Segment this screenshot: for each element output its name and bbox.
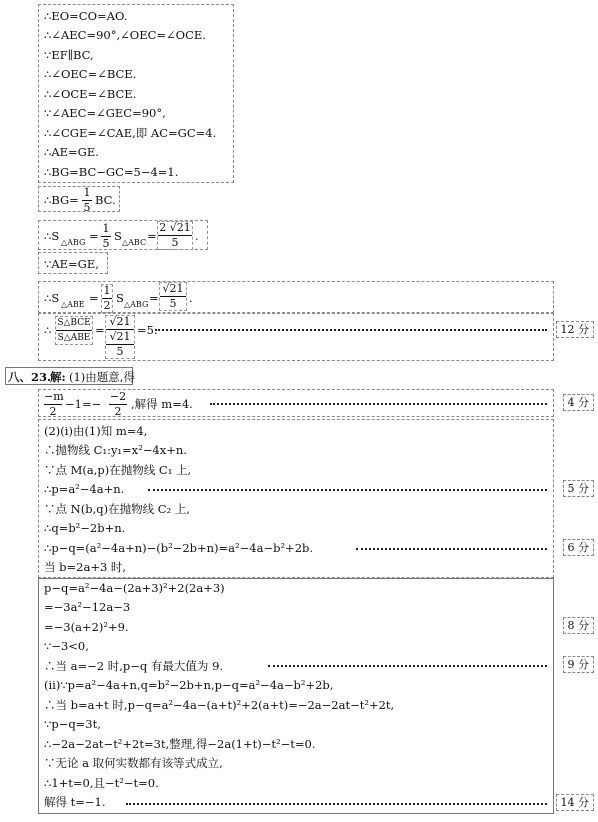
- equals-sign: =: [89, 291, 99, 305]
- minus-2-over-2: −2 2: [109, 390, 127, 418]
- period: .: [195, 229, 199, 243]
- solution-line: ∵p−q=3t,: [44, 717, 101, 731]
- solution-line: ∴p−q=(a²−4a+n)−(b²−2b+n)=a²−4a−b²+2b.: [44, 541, 314, 555]
- equals-sign: =: [95, 323, 105, 337]
- proof-line: ∴EO=CO=AO.: [44, 9, 128, 23]
- proof-line: ∵EF∥BC,: [44, 48, 94, 62]
- question-header: [5, 367, 133, 385]
- solution-line: =−3a²−12a−3: [44, 600, 131, 614]
- score-badge: 6 分: [563, 539, 595, 556]
- minus-m-over-2: −m 2: [44, 390, 64, 418]
- solution-line: =−3(a+2)²+9.: [44, 620, 129, 634]
- area-abg-box: [38, 220, 208, 250]
- score-badge: 9 分: [563, 656, 595, 673]
- area-symbol: S: [114, 229, 122, 243]
- solution-line: ∴−2a−2at−t²+2t=3t,整理,得−2a(1+t)−t²−t=0.: [44, 737, 316, 751]
- solution-line: ∵−3<0,: [44, 639, 89, 653]
- ae-ge-text: ∵AE=GE,: [44, 257, 99, 271]
- area-subscript: △ABG: [61, 238, 86, 247]
- proof-line: ∴∠OEC=∠BCE.: [44, 67, 137, 81]
- proof-line: ∴AE=GE.: [44, 145, 99, 159]
- solution-line: p−q=a²−4a−(2a+3)²+2(2a+3): [44, 581, 225, 595]
- one-half-fraction: 1 2: [101, 284, 113, 313]
- proof-line: ∴∠CGE=∠CAE,即 AC=GC=4.: [44, 126, 217, 140]
- equals-sign: =: [89, 229, 99, 243]
- period: .: [189, 291, 193, 305]
- question-intro: (1)由题意,得: [69, 370, 135, 384]
- bg-prefix: ∴BG=: [44, 193, 79, 207]
- solution-line: (2)(ⅰ)由(1)知 m=4,: [44, 424, 148, 438]
- solution-line: ∵无论 a 取何实数都有该等式成立,: [44, 756, 223, 770]
- dotted-leader: [356, 548, 547, 550]
- solution-line: (ⅱ)∵p=a²−4a+n,q=b²−2b+n,p−q=a²−4a−b²+2b,: [44, 678, 334, 692]
- solution-line: ∵点 M(a,p)在抛物线 C₁ 上,: [44, 463, 192, 477]
- equation-result: ,解得 m=4.: [131, 397, 193, 411]
- solution-line: ∴q=b²−2b+n.: [44, 521, 126, 535]
- bg-suffix: BC.: [95, 193, 116, 207]
- score-badge: 8 分: [563, 617, 595, 634]
- area-subscript: △ABC: [122, 238, 147, 247]
- solution-line: ∴当 b=a+t 时,p−q=a²−4a−(a+t)²+2(a+t)=−2a−2at−t²+2t,: [44, 698, 395, 712]
- area-subscript: △ABG: [124, 300, 149, 309]
- bg-fraction: 1 5: [83, 186, 91, 214]
- equals-sign: =: [147, 229, 157, 243]
- ratio-result: =5.: [137, 323, 158, 337]
- area-value-fraction: 2 √21 5: [157, 221, 193, 250]
- ae-ge-box: [38, 252, 108, 274]
- bg-ratio-box: [38, 186, 120, 212]
- area-symbol: S: [116, 291, 124, 305]
- solution-label: 解:: [50, 370, 66, 384]
- solution-block-3: [38, 578, 554, 814]
- question-number: 八、23.: [8, 370, 52, 384]
- area-ratio-fraction: S△BCE S△ABE: [55, 316, 93, 345]
- area-value-fraction: √21 5: [159, 282, 187, 311]
- solution-line: ∴抛物线 C₁:y₁=x²−4x+n.: [44, 443, 187, 457]
- therefore-symbol: ∴: [44, 323, 52, 337]
- score-badge: 14 分: [556, 794, 595, 811]
- solution-block-2: [38, 419, 554, 578]
- dotted-leader: [268, 665, 547, 667]
- solution-line: 解得 t=−1.: [44, 795, 106, 809]
- solution-line: ∵点 N(b,q)在抛物线 C₂ 上,: [44, 502, 190, 516]
- proof-line: ∴BG=BC−GC=5−4=1.: [44, 165, 179, 179]
- area-abe-box: [38, 281, 554, 313]
- score-badge: 4 分: [563, 394, 595, 411]
- solution-line: 当 b=2a+3 时,: [44, 560, 127, 574]
- dotted-leader: [210, 403, 547, 405]
- compound-fraction: √21 √21 5: [105, 315, 135, 359]
- score-badge: 12 分: [556, 321, 595, 338]
- ratio-box: [38, 313, 554, 361]
- area-prefix: ∴S: [44, 229, 60, 243]
- one-fifth-fraction: 1 5: [102, 222, 110, 250]
- equals-sign: =: [149, 291, 159, 305]
- proof-line: ∴∠AEC=90°,∠OEC=∠OCE.: [44, 28, 206, 42]
- proof-line: ∴∠OCE=∠BCE.: [44, 87, 137, 101]
- score-badge: 5 分: [563, 480, 595, 497]
- area-subscript: △ABE: [61, 300, 85, 309]
- proof-line: ∵∠AEC=∠GEC=90°,: [44, 106, 166, 120]
- area-prefix: ∴S: [44, 291, 60, 305]
- solution-line: ∴p=a²−4a+n.: [44, 482, 125, 496]
- solution-line: ∴当 a=−2 时,p−q 有最大值为 9.: [44, 659, 224, 673]
- equation-middle: −1=−: [65, 397, 102, 411]
- dotted-leader: [126, 803, 547, 805]
- dotted-leader: [155, 329, 547, 331]
- solution-line: ∴1+t=0,且−t²−t=0.: [44, 776, 159, 790]
- proof-block-1: [38, 4, 234, 183]
- dotted-leader: [148, 489, 547, 491]
